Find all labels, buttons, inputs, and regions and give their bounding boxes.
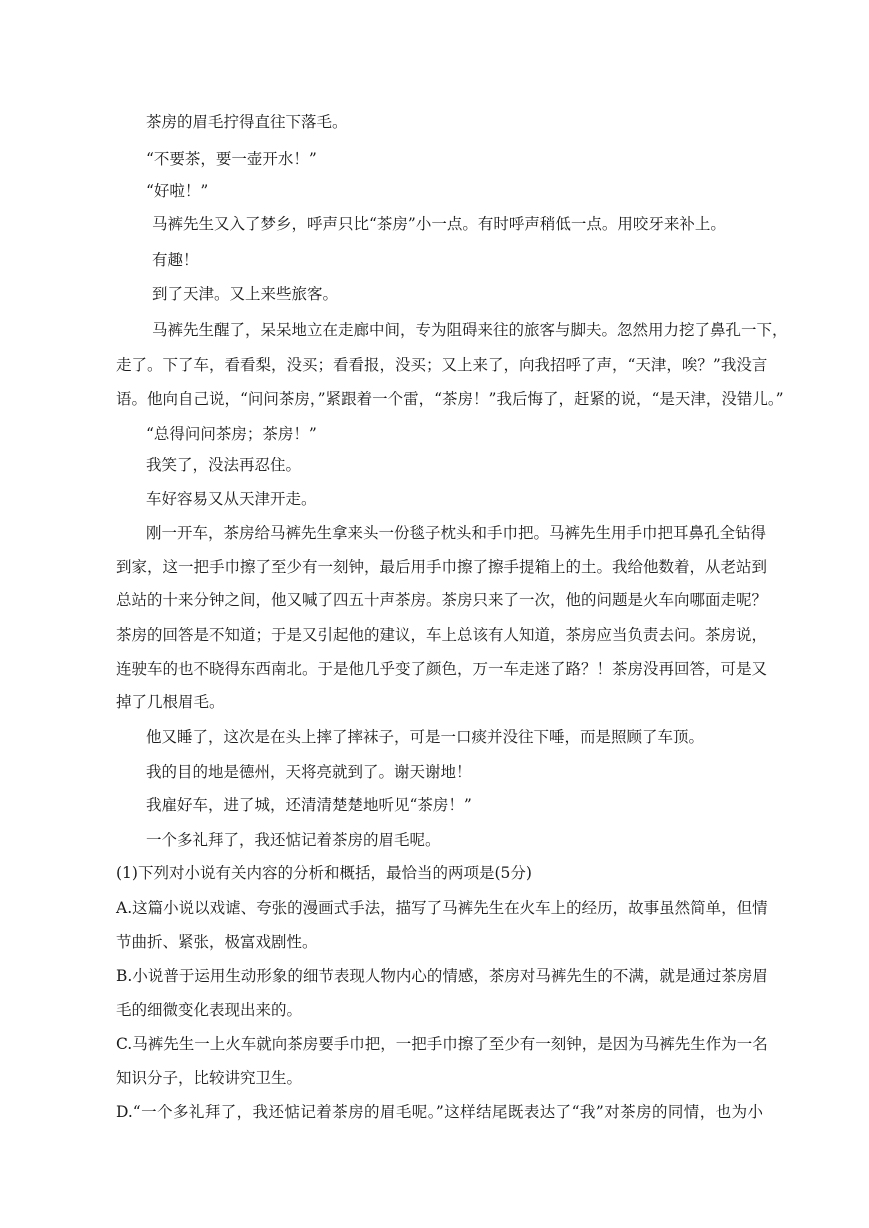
story-paragraph-line: 到家，这一把手巾擦了至少有一刻钟，最后用手巾擦了擦手提箱上的土。我给他数着，从老站到	[116, 558, 768, 576]
story-paragraph: 马裤先生又入了梦乡，呼声只比“茶房”小一点。有时呼声稍低一点。用咬牙来补上。	[152, 215, 726, 233]
story-paragraph-line: 语。他向自己说，“问问茶房，”紧跟着一个雷，“茶房！”我后悔了，赶紧的说，“是天津，没错儿。”	[116, 390, 784, 408]
story-paragraph: “好啦！”	[146, 182, 209, 200]
story-paragraph: 我雇好车，进了城，还清清楚楚地听见“茶房！”	[146, 796, 472, 814]
option-c-line: 知识分子，比较讲究卫生。	[116, 1069, 303, 1087]
option-b-line: B.小说普于运用生动形象的细节表现人物内心的情感，茶房对马裤先生的不满，就是通过茶房眉	[116, 967, 768, 985]
story-paragraph: 车好容易又从天津开走。	[146, 490, 317, 508]
option-d-line: D.“一个多礼拜了，我还惦记着茶房的眉毛呢。”这样结尾既表达了“我”对茶房的同情，也为小	[116, 1103, 763, 1121]
story-paragraph: 一个多礼拜了，我还惦记着茶房的眉毛呢。	[146, 831, 441, 849]
story-paragraph: 我的目的地是德州，天将亮就到了。谢天谢地！	[146, 763, 472, 781]
story-paragraph-line: 连驶车的也不晓得东西南北。于是他几乎变了颜色，万一车走迷了路？！茶房没再回答，可是又	[116, 660, 768, 678]
story-paragraph: 我笑了，没法再忍住。	[146, 456, 302, 474]
story-paragraph-line: 总站的十来分钟之间，他又喊了四五十声茶房。茶房只来了一次，他的问题是火车向哪面走呢？	[116, 591, 768, 609]
story-paragraph: 有趣！	[152, 251, 199, 269]
story-paragraph: 茶房的眉毛拧得直往下落毛。	[146, 113, 348, 131]
question-stem: (1)下列对小说有关内容的分析和概括，最恰当的两项是(5分)	[116, 864, 532, 882]
story-paragraph-line: 掉了几根眉毛。	[116, 693, 225, 711]
option-a-line: A.这篇小说以戏谑、夸张的漫画式手法，描写了马裤先生在火车上的经历，故事虽然简单，但情	[116, 899, 768, 917]
story-paragraph: “不要茶，要一壶开水！”	[146, 150, 317, 168]
story-paragraph: “总得问问茶房；茶房！”	[146, 425, 317, 443]
option-c-line: C.马裤先生一上火车就向茶房要手巾把，一把手巾擦了至少有一刻钟，是因为马裤先生作为一名	[116, 1035, 768, 1053]
story-paragraph: 他又睡了，这次是在头上摔了摔袜子，可是一口痰并没往下唾，而是照顾了车顶。	[146, 728, 705, 746]
story-paragraph-line: 走了。下了车，看看梨，没买；看看报，没买；又上来了，向我招呼了声，“天津，唉？”我没言	[116, 356, 768, 374]
option-b-line: 毛的细微变化表现出来的。	[116, 1001, 303, 1019]
story-paragraph-line: 刚一开车，茶房给马裤先生拿来头一份毯子枕头和手巾把。马裤先生用手巾把耳鼻孔全钻得	[146, 524, 767, 542]
story-paragraph: 到了天津。又上来些旅客。	[152, 285, 339, 303]
story-paragraph-line: 马裤先生醒了，呆呆地立在走廊中间，专为阻碍来往的旅客与脚夫。忽然用力挖了鼻孔一下，	[152, 321, 788, 339]
option-a-line: 节曲折、紧张，极富戏剧性。	[116, 933, 318, 951]
story-paragraph-line: 茶房的回答是不知道；于是又引起他的建议，车上总该有人知道，茶房应当负责去问。茶房说，	[116, 626, 768, 644]
